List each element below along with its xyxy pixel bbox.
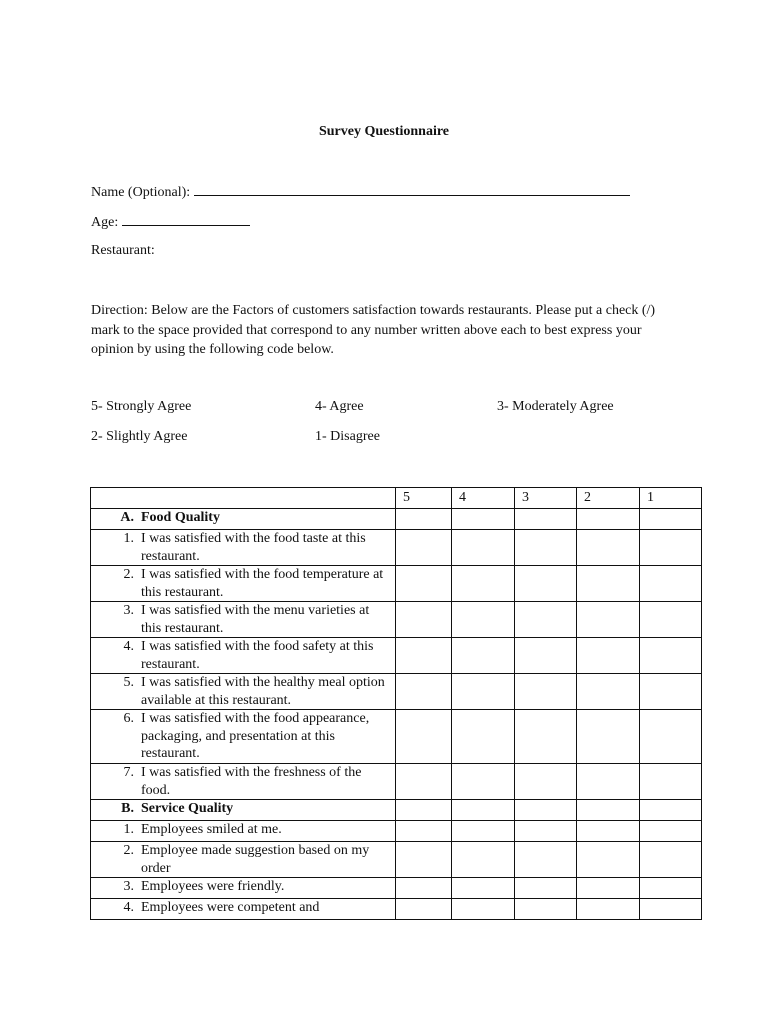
table-row <box>91 764 702 800</box>
rating-cell[interactable] <box>396 710 452 764</box>
rating-cell[interactable] <box>577 821 640 842</box>
rating-cell <box>396 800 452 821</box>
rating-cell[interactable] <box>577 842 640 878</box>
rating-cell[interactable] <box>577 899 640 920</box>
direction-text: Direction: Below are the Factors of customers satisfaction towards restaurants. Please put a check (/) mark to the space provided that correspond to any number written above each to best express your opinion by using the following code below. <box>91 303 656 357</box>
item-text: Employees smiled at me. <box>141 822 282 837</box>
rating-cell[interactable] <box>640 566 702 602</box>
name-label: Name (Optional): <box>91 185 191 200</box>
rating-cell[interactable] <box>515 602 577 638</box>
rating-cell[interactable] <box>396 821 452 842</box>
item-text: Employees were competent and <box>141 900 320 915</box>
rating-cell <box>577 800 640 821</box>
restaurant-label: Restaurant: <box>91 243 155 258</box>
rating-cell[interactable] <box>452 899 515 920</box>
rating-cell[interactable] <box>396 878 452 899</box>
age-field <box>91 213 250 231</box>
rating-cell[interactable] <box>577 602 640 638</box>
rating-cell[interactable] <box>452 878 515 899</box>
rating-cell[interactable] <box>515 764 577 800</box>
code-moderately-agree: 3- Moderately Agree <box>497 399 614 414</box>
table-row <box>91 602 702 638</box>
item-text: Employees were friendly. <box>141 879 285 894</box>
item-number: 2. <box>123 567 134 582</box>
item-text: I was satisfied with the menu varieties at this restaurant. <box>141 603 370 636</box>
rating-cell[interactable] <box>577 566 640 602</box>
rating-cell[interactable] <box>396 842 452 878</box>
rating-cell[interactable] <box>452 764 515 800</box>
rating-cell[interactable] <box>396 602 452 638</box>
table-row <box>91 566 702 602</box>
item-text: Employee made suggestion based on my order <box>141 843 370 876</box>
item-text: I was satisfied with the freshness of the food. <box>141 765 362 798</box>
section-row <box>91 509 702 530</box>
rating-cell[interactable] <box>396 674 452 710</box>
age-label: Age: <box>91 215 119 230</box>
item-text: I was satisfied with the food temperature at this restaurant. <box>141 567 384 600</box>
item-number: 1. <box>123 822 134 837</box>
header-row <box>91 488 702 509</box>
table-row <box>91 842 702 878</box>
item-text: I was satisfied with the food appearance, packaging, and presentation at this restaurant. <box>141 711 370 761</box>
table-row <box>91 899 702 920</box>
table-row <box>91 530 702 566</box>
item-number: 4. <box>123 639 134 654</box>
rating-cell[interactable] <box>452 566 515 602</box>
survey-table <box>90 487 702 920</box>
rating-cell <box>640 800 702 821</box>
rating-cell[interactable] <box>577 878 640 899</box>
rating-cell[interactable] <box>640 878 702 899</box>
rating-cell[interactable] <box>515 638 577 674</box>
rating-cell <box>640 509 702 530</box>
table-row <box>91 638 702 674</box>
code-agree: 4- Agree <box>315 399 364 414</box>
rating-cell[interactable] <box>452 821 515 842</box>
item-text: I was satisfied with the healthy meal option available at this restaurant. <box>141 675 385 708</box>
rating-cell <box>452 509 515 530</box>
table-row <box>91 878 702 899</box>
rating-cell[interactable] <box>396 530 452 566</box>
name-blank[interactable] <box>194 183 630 196</box>
rating-cell[interactable] <box>452 842 515 878</box>
item-number: 5. <box>123 675 134 690</box>
restaurant-field <box>91 243 155 259</box>
rating-cell[interactable] <box>452 710 515 764</box>
page-title: Survey Questionnaire <box>318 124 450 139</box>
section-letter: B. <box>121 801 134 816</box>
rating-cell[interactable] <box>396 899 452 920</box>
code-slightly-agree: 2- Slightly Agree <box>91 429 188 444</box>
header-3: 3 <box>515 488 577 509</box>
rating-cell[interactable] <box>577 530 640 566</box>
item-text: I was satisfied with the food safety at this restaurant. <box>141 639 374 672</box>
code-strongly-agree: 5- Strongly Agree <box>91 399 192 414</box>
rating-cell[interactable] <box>452 602 515 638</box>
rating-cell <box>515 800 577 821</box>
rating-cell[interactable] <box>515 842 577 878</box>
rating-cell[interactable] <box>640 899 702 920</box>
table-row <box>91 821 702 842</box>
header-1: 1 <box>640 488 702 509</box>
rating-cell[interactable] <box>452 674 515 710</box>
rating-cell[interactable] <box>640 674 702 710</box>
header-4: 4 <box>452 488 515 509</box>
rating-cell[interactable] <box>515 674 577 710</box>
item-text: I was satisfied with the food taste at this restaurant. <box>141 531 366 564</box>
rating-cell <box>515 509 577 530</box>
rating-cell[interactable] <box>640 602 702 638</box>
rating-cell <box>452 800 515 821</box>
header-5: 5 <box>396 488 452 509</box>
rating-cell[interactable] <box>515 710 577 764</box>
rating-cell[interactable] <box>640 821 702 842</box>
rating-cell[interactable] <box>640 710 702 764</box>
code-disagree: 1- Disagree <box>315 429 380 444</box>
rating-cell[interactable] <box>640 638 702 674</box>
rating-cell[interactable] <box>452 530 515 566</box>
rating-cell <box>577 509 640 530</box>
rating-cell[interactable] <box>396 764 452 800</box>
rating-cell[interactable] <box>396 638 452 674</box>
name-field <box>91 183 630 201</box>
item-number: 1. <box>123 531 134 546</box>
table-row <box>91 674 702 710</box>
rating-cell[interactable] <box>640 530 702 566</box>
rating-cell[interactable] <box>396 566 452 602</box>
rating-cell <box>396 509 452 530</box>
item-number: 3. <box>123 603 134 618</box>
age-blank[interactable] <box>122 213 250 226</box>
table-row <box>91 710 702 764</box>
rating-cell[interactable] <box>515 821 577 842</box>
item-number: 3. <box>123 879 134 894</box>
header-blank <box>91 488 396 509</box>
header-2: 2 <box>577 488 640 509</box>
item-number: 6. <box>123 711 134 726</box>
rating-cell[interactable] <box>577 710 640 764</box>
section-title: Service Quality <box>141 801 234 816</box>
item-number: 7. <box>123 765 134 780</box>
item-number: 4. <box>123 900 134 915</box>
rating-cell[interactable] <box>452 638 515 674</box>
rating-cell[interactable] <box>640 842 702 878</box>
rating-cell[interactable] <box>515 566 577 602</box>
rating-cell[interactable] <box>577 638 640 674</box>
section-letter: A. <box>120 510 134 525</box>
item-number: 2. <box>123 843 134 858</box>
rating-cell[interactable] <box>515 878 577 899</box>
section-row <box>91 800 702 821</box>
section-title: Food Quality <box>141 510 220 525</box>
rating-cell[interactable] <box>515 899 577 920</box>
rating-cell[interactable] <box>640 764 702 800</box>
rating-cell[interactable] <box>577 674 640 710</box>
rating-cell[interactable] <box>515 530 577 566</box>
rating-cell[interactable] <box>577 764 640 800</box>
